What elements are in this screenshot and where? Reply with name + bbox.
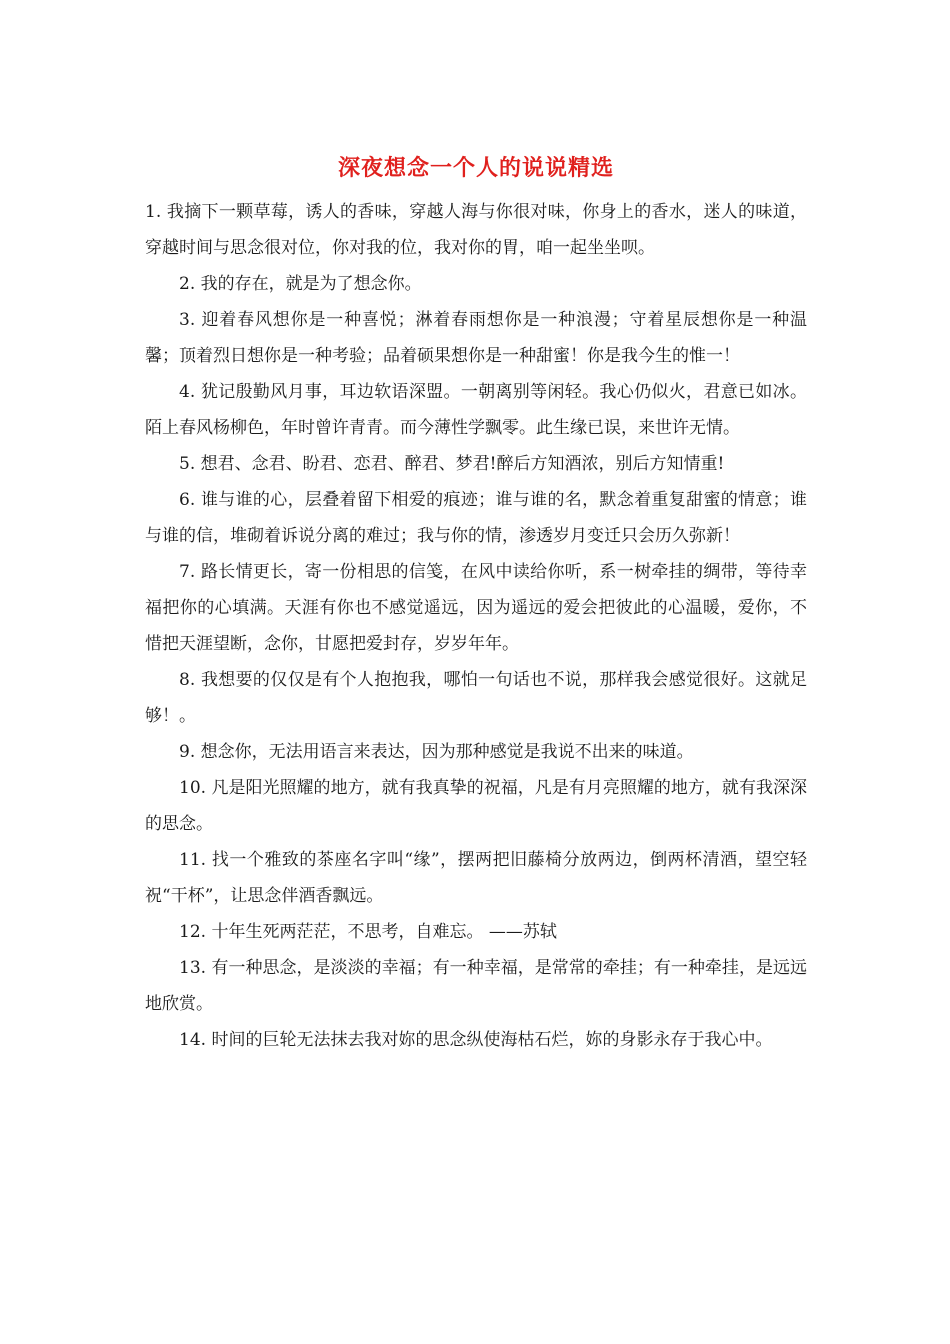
document-page: [145, 150, 807, 1058]
quote-item-9: 9. 想念你，无法用语言来表达，因为那种感觉是我说不出来的味道。: [179, 742, 694, 762]
quote-item-13: 13. 有一种思念，是淡淡的幸福；有一种幸福，是常常的牵挂；有一种牵挂，是远远地欣赏。: [145, 958, 807, 1014]
document-title: 深夜想念一个人的说说精选: [337, 155, 614, 181]
quote-item-2: 2. 我的存在，就是为了想念你。: [179, 274, 422, 294]
quote-list: [145, 194, 807, 1058]
quote-item-7: 7. 路长情更长，寄一份相思的信笺，在风中读给你听，系一树牵挂的绸带，等待幸福把你的心填满。天涯有你也不感觉遥远，因为遥远的爱会把彼此的心温暖，爱你，不惜把天涯望断，念你，甘愿把爱封存，岁岁年年。: [145, 562, 807, 654]
quote-item-1: 1. 我摘下一颗草莓，诱人的香味，穿越人海与你很对味，你身上的香水，迷人的味道，穿越时间与思念很对位，你对我的位，我对你的胃，咱一起坐坐呗。: [145, 202, 807, 258]
quote-item-8: 8. 我想要的仅仅是有个人抱抱我，哪怕一句话也不说，那样我会感觉很好。这就足够！。: [145, 670, 807, 726]
quote-item-10: 10. 凡是阳光照耀的地方，就有我真挚的祝福，凡是有月亮照耀的地方，就有我深深的思念。: [145, 778, 807, 834]
quote-item-12: 12. 十年生死两茫茫，不思考，自难忘。 ——苏轼: [179, 922, 557, 942]
quote-item-5: 5. 想君、念君、盼君、恋君、醉君、梦君!醉后方知酒浓，别后方知情重!: [179, 454, 725, 474]
quote-item-3: 3. 迎着春风想你是一种喜悦；淋着春雨想你是一种浪漫；守着星辰想你是一种温馨；顶着烈日想你是一种考验；品着硕果想你是一种甜蜜！你是我今生的惟一！: [145, 310, 807, 366]
quote-item-6: 6. 谁与谁的心，层叠着留下相爱的痕迹；谁与谁的名，默念着重复甜蜜的情意；谁与谁的信，堆砌着诉说分离的难过；我与你的情，渗透岁月变迁只会历久弥新！: [145, 490, 807, 546]
quote-item-11: 11. 找一个雅致的茶座名字叫“缘”，摆两把旧藤椅分放两边，倒两杯清酒，望空轻祝“干杯”，让思念伴酒香飘远。: [145, 850, 807, 906]
quote-item-14: 14. 时间的巨轮无法抹去我对妳的思念纵使海枯石烂，妳的身影永存于我心中。: [179, 1030, 773, 1050]
quote-item-4: 4. 犹记殷勤风月事，耳边软语深盟。一朝离别等闲轻。我心仍似火，君意已如冰。陌上春风杨柳色，年时曾许青青。而今薄性学飘零。此生缘已误，来世许无情。: [145, 382, 807, 438]
